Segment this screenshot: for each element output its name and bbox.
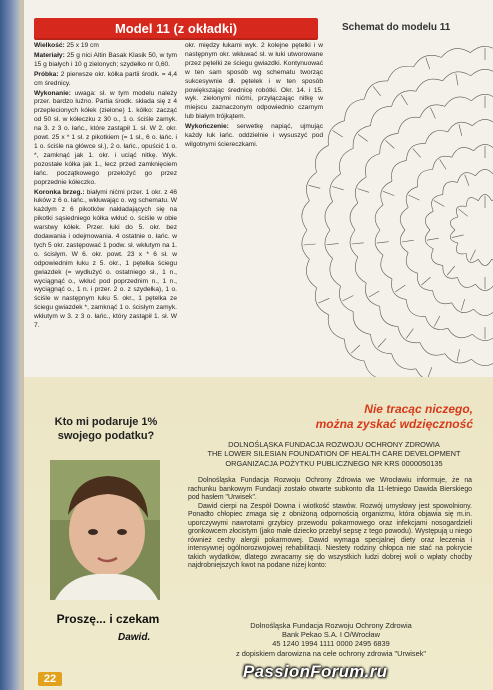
- schematic-loop: [375, 205, 383, 230]
- schematic-loop: [450, 217, 458, 230]
- schematic-stitch: [395, 285, 405, 292]
- schematic-loop: [441, 49, 470, 58]
- schematic-loop: [398, 117, 420, 133]
- schematic-loop: [406, 300, 425, 317]
- schematic-loop: [458, 278, 476, 288]
- page-number: 22: [38, 672, 62, 686]
- schematic-loop: [414, 55, 442, 67]
- schematic-stitch: [470, 250, 475, 261]
- schematic-stitch: [434, 316, 440, 327]
- schematic-loop: [425, 211, 433, 230]
- schematic-stitch: [377, 242, 389, 243]
- schematic-stitch: [456, 74, 458, 86]
- charity-paragraph: Dawid cierpi na Zespół Downa i wiotkość stawów. Rozwój umysłowy jest spowolniony. Ponadto chłopiec zmaga się z obniżoną odpornością organizmu, która objawia się m.in. uporczywymi nawrotami grzybicy przewodu pokarmowego oraz infekcjami nosogardzieli gronkowcem złocistym (jako małe dziecko przebył sepsę z tego powodu). Występują u niego również cechy alergii pokarmowej. Dawid wymaga specjalnej diety oraz leczenia i intensywnej ogólnorozwojowej rehabilitacji. Niestety rodziny chłopca nie stać na pokrycie takich wydatków, dlatego zwracamy się do wszystkich ludzi dobrej woli o wpłaty choćby najdrobniejszych kwot na podane niżej konto:: [188, 502, 472, 569]
- schematic-stitch: [318, 298, 329, 303]
- schematic-loop: [315, 145, 328, 172]
- schematic-loop: [391, 160, 406, 181]
- schematic-stitch: [369, 291, 379, 297]
- charity-text: [188, 477, 472, 571]
- schematic-stitch: [309, 185, 321, 188]
- schematic-loop: [458, 173, 476, 183]
- schematic-loop: [345, 99, 365, 121]
- schematic-loop: [365, 154, 379, 178]
- photo-caption: Proszę... i czekam: [56, 612, 160, 626]
- schematic-stitch: [385, 140, 394, 148]
- schematic-loop: [456, 243, 466, 254]
- boy-photo: [50, 460, 160, 600]
- schematic-stitch: [383, 191, 394, 195]
- schematic-loop: [330, 259, 341, 287]
- schematic-loop: [416, 79, 443, 91]
- schematic-loop: [392, 354, 416, 370]
- schematic-loop: [466, 198, 478, 207]
- schematic-stitch: [422, 277, 431, 285]
- schematic-loop: [381, 181, 392, 205]
- instructions-column-1: [34, 42, 177, 332]
- schematic-loop: [328, 315, 344, 340]
- bank-owner: Dolnośląska Fundacja Rozwoju Ochrony Zdrowia: [250, 621, 412, 630]
- schematic-loop: [388, 66, 414, 81]
- schematic-loop: [452, 147, 474, 157]
- schematic-stitch: [343, 296, 354, 301]
- slogan-line: Nie tracąc niczego,: [364, 402, 473, 416]
- schematic-loop: [350, 203, 358, 230]
- schematic-loop: [406, 187, 418, 208]
- schematic-stitch: [358, 134, 368, 141]
- schematic-loop: [381, 255, 392, 279]
- schematic-stitch: [332, 187, 344, 190]
- schematic-loop: [445, 97, 472, 106]
- schematic-loop: [425, 316, 447, 329]
- schematic-loop: [302, 201, 310, 230]
- crochet-schematic: [300, 40, 493, 380]
- schematic-stitch: [333, 131, 343, 138]
- schematic-stitch: [351, 345, 360, 353]
- schematic-loop: [474, 144, 493, 150]
- model-title: Model 11 (z okładki): [34, 18, 318, 40]
- schematic-loop: [432, 249, 443, 266]
- schematic-loop: [448, 122, 473, 132]
- foundation-header: [196, 440, 472, 468]
- schematic-stitch: [427, 238, 439, 240]
- schematic-loop: [432, 195, 443, 212]
- schematic-stitch: [304, 244, 316, 245]
- schematic-stitch: [352, 243, 364, 244]
- charity-question: Kto mi podaruje 1% swojego podatku?: [54, 416, 158, 442]
- schematic-loop: [433, 291, 452, 304]
- schematic-loop: [325, 202, 333, 231]
- schematic-stitch: [401, 95, 407, 105]
- schematic-loop: [456, 206, 466, 217]
- schematic-loop: [472, 334, 493, 340]
- charity-slogan: [313, 402, 473, 432]
- schematic-stitch: [447, 266, 455, 275]
- instruction-para: okr. między łukami wyk. 2 kolejne pętelki i w następnym okr. wkłuwać sł. w łuki utworowane przez pętelki ze ściegu gwiazdki. Kontynuować w ten sam sposób wg schematu tworząc sukcesywnie dł. pętelek i w ten sposób powiększając średnicę robótki. Okr. 14. i 15. wyk. zielonymi nićmi, przyłączając nitkę w miejscu zaznaczonym odpowiednio czarnym lub białym trójkątem.: [185, 42, 323, 121]
- schematic-loop: [330, 174, 341, 202]
- schematic-loop: [425, 131, 447, 144]
- schematic-stitch: [413, 148, 421, 157]
- schematic-stitch: [327, 244, 339, 245]
- schematic-loop: [472, 119, 493, 125]
- schematic-loop: [306, 259, 316, 288]
- schematic-loop: [474, 309, 493, 315]
- schematic-loop: [466, 254, 478, 263]
- schematic-stitch: [406, 329, 413, 339]
- schematic-stitch: [452, 235, 464, 238]
- schematic-stitch: [431, 108, 436, 119]
- schematic-stitch: [409, 195, 420, 200]
- schematic-stitch: [402, 240, 414, 242]
- instruction-para: Wielkość: 25 x 19 cm: [34, 42, 99, 49]
- watermark: PassionForum.ru: [243, 662, 388, 681]
- schematic-loop: [355, 177, 366, 203]
- schematic-loop: [475, 169, 493, 175]
- schematic-loop: [371, 106, 392, 125]
- schematic-stitch: [378, 339, 386, 348]
- slogan-line: można zyskać wdzięczność: [315, 417, 473, 431]
- org-name-en: THE LOWER SILESIAN FOUNDATION OF HEALTH CARE DEVELOPMENT: [207, 449, 461, 459]
- schematic-stitch: [358, 189, 369, 193]
- schematic-stitch: [459, 124, 462, 136]
- schematic-loop: [406, 253, 418, 274]
- schematic-loop: [306, 172, 316, 201]
- schematic-loop: [471, 69, 493, 75]
- schematic-stitch: [426, 58, 430, 69]
- schematic-loop: [417, 170, 432, 187]
- schematic-stitch: [457, 349, 460, 361]
- schematic-loop: [452, 303, 474, 313]
- org-name: DOLNOŚLĄSKA FUNDACJA ROZWOJU OCHRONY ZDROWIA: [228, 440, 440, 449]
- schematic-stitch: [465, 175, 469, 186]
- schematic-loop: [470, 46, 493, 52]
- instruction-para: Próbka: 2 pierwsze okr. kółka partii środk. = 4,4 cm średnicy.: [34, 70, 177, 87]
- schematic-loop: [339, 148, 353, 174]
- schematic-loop: [475, 284, 493, 290]
- schematic-stitch: [440, 159, 447, 169]
- charity-paragraph: Dolnośląska Fundacja Rozwoju Ochrony Zdrowia we Wrocławiu informuje, że na rachunku bankowym Fundacji zostało otwarte subkonto dla 11-letniego Dawida Bierskiego pod hasłem "Urwisek".: [188, 477, 472, 501]
- schematic-stitch: [458, 209, 467, 217]
- schematic-loop: [471, 359, 493, 365]
- bank-account: 45 1240 1994 1111 0000 2495 6839: [272, 639, 390, 649]
- instruction-para: Wykonanie: uwaga: sł. w tym modelu należy przer. bardzo luźno. Partia środk. składa się z 4 przeplecionych kółek (zielone) 1. kółko: zacząć od 50 sł. w kółeczku z 30 o., 1 o. ściśle zamyk. na 3. z 3 o. łańc., które zastąpił 1. sł. W 2. okr. powt. 25 x * 1 sł. z pikotkiem (= 1 sł., 6 o. łańc. i 1 o. ściśle na główce sł.), 2 o. łańc., opuścić 1 o. *, zamknąć jak 1. okr. i uciąć nitkę. Wyk. pozostałe kółka jak 1., lecz przed zamknięciem łańc. początkowego przełożyć go przez poprzednie kółeczko.: [34, 89, 177, 186]
- schematic-loop: [353, 312, 370, 335]
- schematic-loop: [471, 94, 493, 100]
- bank-details: [200, 621, 462, 658]
- schematic-stitch: [434, 201, 444, 207]
- signature: Dawid.: [118, 632, 151, 643]
- instruction-para: Wykończenie: serwetkę napiąć, ujmując każdy łuk łańc. oddzielnie i wysuszyć pod wilgotnymi ściereczkami.: [185, 123, 323, 148]
- schematic-stitch: [461, 299, 464, 311]
- org-krs: ORGANIZACJA POŻYTKU PUBLICZNEGO NR KRS 0000050135: [225, 458, 443, 468]
- schematic-stitch: [373, 86, 380, 95]
- instruction-para: Koronka brzeg.: białymi nićmi przer. 1 okr. z 46 łuków z 6 o. łańc., wkłuwając o. wg schematu. W każdym z 6 pikotków nakładających się na pikotki sąsiedniego kółka wkłuć o. ściśle w obie warstwy kółek. Przer. łuki do 5. okr. bez dodawania i odejmowania. 4 ostatnie o. łańc. w tych 5 okr. zastępować 1 podw. sł. wkłutym na 1. o. ścisłym. W 6. okr. powt. 23 x * 6 sł. w odpowiednim łuku z 5. okr., 1 pętelka ściegu gwiazdek (= wydłużyć o. ostatniego sł., 1 n., wyciągnąć o., wkłuć pod poprzednim n., 1 n., wyciągnąć o., 1 n. i przer. 2 o. z szydełka), 1 o. ściśle w następnym łuku 5. okr., 1 pętelka ze ściegu gwiazdek *, zamknąć 1 o. ścisłym zamyk. wkłutym w 3. z 3 o. łańc., który zastąpił 1. sł. W 7.: [34, 188, 177, 330]
- schematic-loop: [448, 328, 473, 338]
- schematic-loop: [355, 257, 366, 283]
- schematic-loop: [420, 343, 445, 356]
- schematic-loop: [380, 306, 398, 326]
- bank-name: Bank Pekao S.A. I O/Wrocław: [281, 630, 381, 640]
- instruction-para: Materiały: 25 g nici Altin Basak Klasik 50, w tym 15 g białych i 10 g zielonych; szydełko nr 0,60.: [34, 51, 177, 68]
- bank-note: z dopiskiem darowizna na cele ochrony zdrowia "Urwisek": [235, 648, 427, 658]
- schematic-loop: [400, 208, 408, 231]
- schematic-loop: [478, 259, 491, 265]
- schema-title: Schemat do modelu 11: [342, 22, 451, 33]
- schematic-loop: [443, 182, 458, 195]
